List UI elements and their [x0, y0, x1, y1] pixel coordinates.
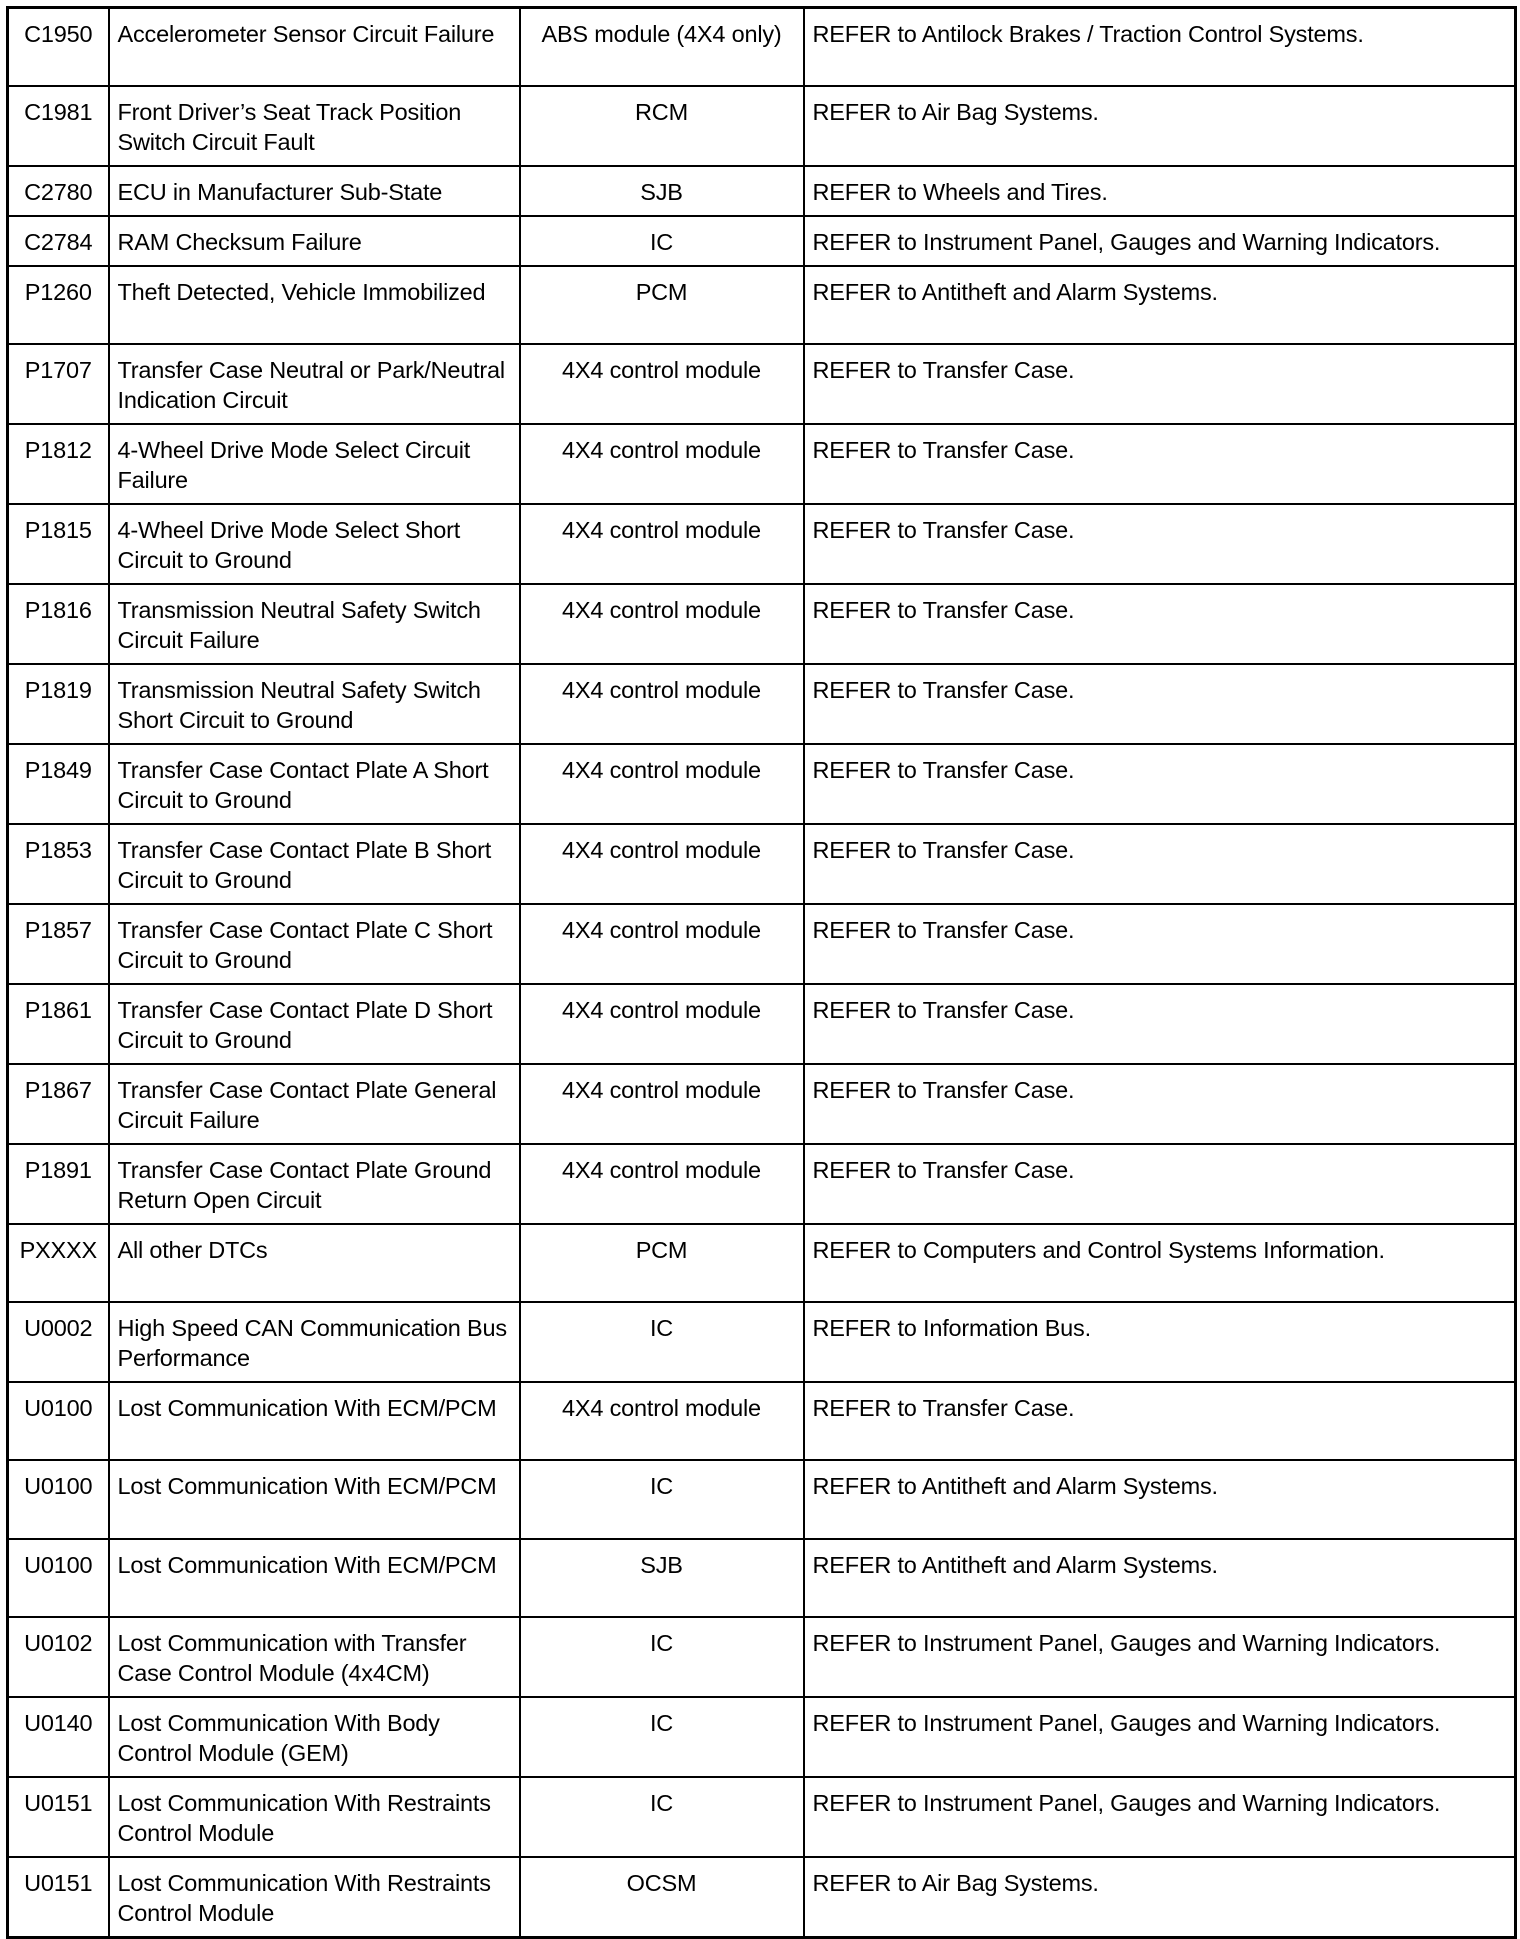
source-module: 4X4 control module: [520, 824, 804, 904]
action-text: REFER to Air Bag Systems.: [804, 86, 1516, 166]
source-module: 4X4 control module: [520, 664, 804, 744]
action-text: REFER to Information Bus.: [804, 1302, 1516, 1382]
action-text: REFER to Transfer Case.: [804, 824, 1516, 904]
dtc-code: P1891: [8, 1144, 109, 1224]
table-row: [8, 266, 1516, 344]
dtc-code: C1981: [8, 86, 109, 166]
source-module: 4X4 control module: [520, 744, 804, 824]
source-module: 4X4 control module: [520, 1064, 804, 1144]
action-text: REFER to Instrument Panel, Gauges and Warning Indicators.: [804, 1617, 1516, 1697]
table-row: [8, 344, 1516, 424]
dtc-code: C2784: [8, 216, 109, 266]
source-module: RCM: [520, 86, 804, 166]
dtc-description: High Speed CAN Communication Bus Performance: [109, 1302, 520, 1382]
dtc-description: Lost Communication with Transfer Case Control Module (4x4CM): [109, 1617, 520, 1697]
action-text: REFER to Air Bag Systems.: [804, 1857, 1516, 1938]
dtc-code: U0151: [8, 1777, 109, 1857]
dtc-description: Transfer Case Neutral or Park/Neutral Indication Circuit: [109, 344, 520, 424]
source-module: SJB: [520, 1539, 804, 1617]
dtc-description: 4-Wheel Drive Mode Select Circuit Failure: [109, 424, 520, 504]
dtc-description: Accelerometer Sensor Circuit Failure: [109, 8, 520, 86]
source-module: PCM: [520, 266, 804, 344]
dtc-code: P1707: [8, 344, 109, 424]
dtc-description: All other DTCs: [109, 1224, 520, 1302]
source-module: IC: [520, 1697, 804, 1777]
source-module: 4X4 control module: [520, 424, 804, 504]
dtc-code: P1853: [8, 824, 109, 904]
dtc-code: U0140: [8, 1697, 109, 1777]
action-text: REFER to Transfer Case.: [804, 424, 1516, 504]
action-text: REFER to Antitheft and Alarm Systems.: [804, 1539, 1516, 1617]
dtc-code: U0100: [8, 1382, 109, 1460]
dtc-description: Lost Communication With Body Control Module (GEM): [109, 1697, 520, 1777]
table-row: [8, 1382, 1516, 1460]
action-text: REFER to Transfer Case.: [804, 1382, 1516, 1460]
table-row: [8, 1617, 1516, 1697]
table-row: [8, 984, 1516, 1064]
dtc-description: Transfer Case Contact Plate C Short Circuit to Ground: [109, 904, 520, 984]
action-text: REFER to Transfer Case.: [804, 1144, 1516, 1224]
dtc-description: Transmission Neutral Safety Switch Short Circuit to Ground: [109, 664, 520, 744]
dtc-description: Transfer Case Contact Plate A Short Circuit to Ground: [109, 744, 520, 824]
source-module: IC: [520, 1302, 804, 1382]
source-module: 4X4 control module: [520, 984, 804, 1064]
action-text: REFER to Transfer Case.: [804, 584, 1516, 664]
source-module: IC: [520, 1777, 804, 1857]
dtc-code: P1815: [8, 504, 109, 584]
dtc-code: P1861: [8, 984, 109, 1064]
dtc-description: Transfer Case Contact Plate General Circuit Failure: [109, 1064, 520, 1144]
table-row: [8, 1224, 1516, 1302]
dtc-code: C1950: [8, 8, 109, 86]
dtc-code: P1867: [8, 1064, 109, 1144]
dtc-description: Transfer Case Contact Plate B Short Circuit to Ground: [109, 824, 520, 904]
table-row: [8, 424, 1516, 504]
source-module: 4X4 control module: [520, 584, 804, 664]
dtc-code: P1812: [8, 424, 109, 504]
action-text: REFER to Instrument Panel, Gauges and Warning Indicators.: [804, 216, 1516, 266]
dtc-code: U0102: [8, 1617, 109, 1697]
table-row: [8, 216, 1516, 266]
action-text: REFER to Transfer Case.: [804, 1064, 1516, 1144]
table-row: [8, 1064, 1516, 1144]
source-module: IC: [520, 216, 804, 266]
dtc-description: Transfer Case Contact Plate Ground Return Open Circuit: [109, 1144, 520, 1224]
action-text: REFER to Transfer Case.: [804, 664, 1516, 744]
action-text: REFER to Instrument Panel, Gauges and Warning Indicators.: [804, 1697, 1516, 1777]
table-row: [8, 744, 1516, 824]
action-text: REFER to Transfer Case.: [804, 344, 1516, 424]
action-text: REFER to Antitheft and Alarm Systems.: [804, 1460, 1516, 1539]
table-row: [8, 1777, 1516, 1857]
dtc-description: RAM Checksum Failure: [109, 216, 520, 266]
source-module: 4X4 control module: [520, 504, 804, 584]
table-row: [8, 1697, 1516, 1777]
table-row: [8, 664, 1516, 744]
table-row: [8, 504, 1516, 584]
action-text: REFER to Instrument Panel, Gauges and Warning Indicators.: [804, 1777, 1516, 1857]
table-row: [8, 166, 1516, 216]
dtc-code: U0002: [8, 1302, 109, 1382]
dtc-code: P1819: [8, 664, 109, 744]
dtc-code: PXXXX: [8, 1224, 109, 1302]
table-row: [8, 86, 1516, 166]
table-row: [8, 904, 1516, 984]
dtc-code: P1816: [8, 584, 109, 664]
dtc-description: Lost Communication With ECM/PCM: [109, 1382, 520, 1460]
dtc-description: Front Driver’s Seat Track Position Switch Circuit Fault: [109, 86, 520, 166]
action-text: REFER to Antitheft and Alarm Systems.: [804, 266, 1516, 344]
dtc-code: U0100: [8, 1539, 109, 1617]
source-module: 4X4 control module: [520, 1382, 804, 1460]
source-module: IC: [520, 1460, 804, 1539]
dtc-code: C2780: [8, 166, 109, 216]
dtc-description: Lost Communication With Restraints Control Module: [109, 1777, 520, 1857]
dtc-table-body: [8, 8, 1516, 1938]
action-text: REFER to Transfer Case.: [804, 984, 1516, 1064]
dtc-description: 4-Wheel Drive Mode Select Short Circuit to Ground: [109, 504, 520, 584]
dtc-table: [6, 6, 1517, 1939]
table-row: [8, 1857, 1516, 1938]
source-module: SJB: [520, 166, 804, 216]
action-text: REFER to Transfer Case.: [804, 744, 1516, 824]
dtc-description: Transfer Case Contact Plate D Short Circuit to Ground: [109, 984, 520, 1064]
action-text: REFER to Antilock Brakes / Traction Control Systems.: [804, 8, 1516, 86]
dtc-description: Lost Communication With Restraints Control Module: [109, 1857, 520, 1938]
source-module: ABS module (4X4 only): [520, 8, 804, 86]
dtc-description: Lost Communication With ECM/PCM: [109, 1539, 520, 1617]
table-row: [8, 1539, 1516, 1617]
source-module: 4X4 control module: [520, 344, 804, 424]
dtc-description: ECU in Manufacturer Sub-State: [109, 166, 520, 216]
table-row: [8, 1144, 1516, 1224]
dtc-code: P1260: [8, 266, 109, 344]
action-text: REFER to Wheels and Tires.: [804, 166, 1516, 216]
action-text: REFER to Transfer Case.: [804, 904, 1516, 984]
dtc-description: Lost Communication With ECM/PCM: [109, 1460, 520, 1539]
action-text: REFER to Computers and Control Systems Information.: [804, 1224, 1516, 1302]
table-row: [8, 584, 1516, 664]
table-row: [8, 1460, 1516, 1539]
source-module: 4X4 control module: [520, 1144, 804, 1224]
dtc-code: U0151: [8, 1857, 109, 1938]
source-module: 4X4 control module: [520, 904, 804, 984]
source-module: IC: [520, 1617, 804, 1697]
dtc-code: P1857: [8, 904, 109, 984]
action-text: REFER to Transfer Case.: [804, 504, 1516, 584]
table-row: [8, 824, 1516, 904]
dtc-code: P1849: [8, 744, 109, 824]
dtc-code: U0100: [8, 1460, 109, 1539]
table-row: [8, 8, 1516, 86]
table-row: [8, 1302, 1516, 1382]
dtc-description: Transmission Neutral Safety Switch Circuit Failure: [109, 584, 520, 664]
dtc-description: Theft Detected, Vehicle Immobilized: [109, 266, 520, 344]
source-module: OCSM: [520, 1857, 804, 1938]
source-module: PCM: [520, 1224, 804, 1302]
